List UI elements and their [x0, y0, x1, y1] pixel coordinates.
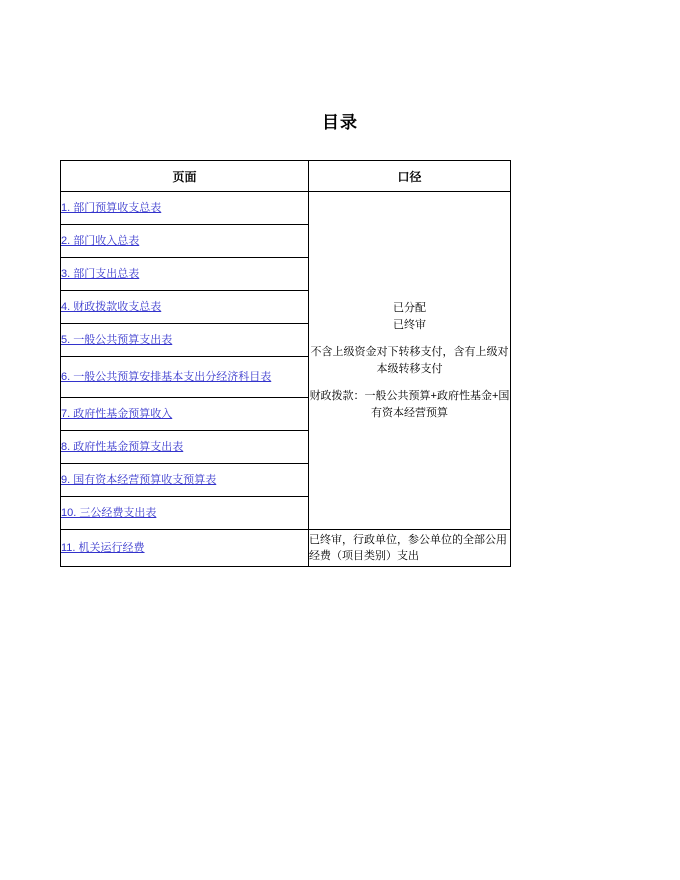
table-row — [61, 192, 511, 225]
scope-note-line-3: 不含上级资金对下转移支付，含有上级对本级转移支付 — [310, 345, 509, 375]
toc-link[interactable]: 4. 财政拨款收支总表 — [61, 300, 162, 313]
table-header-row — [61, 161, 511, 192]
toc-link[interactable]: 3. 部门支出总表 — [61, 267, 140, 280]
scope-note-line-2: 已终审 — [393, 318, 426, 331]
toc-link[interactable]: 7. 政府性基金预算收入 — [61, 407, 173, 420]
scope-note-spacer-2 — [309, 378, 510, 388]
toc-entry-3[interactable] — [61, 258, 309, 291]
toc-table — [60, 160, 511, 567]
column-header-scope: 口径 — [309, 161, 511, 192]
page-title: 目录 — [322, 113, 358, 132]
toc-entry-8[interactable] — [61, 431, 309, 464]
toc-entry-9[interactable] — [61, 464, 309, 497]
toc-entry-11[interactable] — [61, 530, 309, 567]
toc-entry-10[interactable] — [61, 497, 309, 530]
toc-entry-5[interactable] — [61, 324, 309, 357]
toc-link[interactable]: 5. 一般公共预算支出表 — [61, 333, 173, 346]
toc-entry-2[interactable] — [61, 225, 309, 258]
toc-link[interactable]: 9. 国有资本经营预算收支预算表 — [61, 473, 217, 486]
column-header-page: 页面 — [61, 161, 309, 192]
scope-note-main — [309, 192, 511, 530]
scope-note-line-4: 财政拨款：一般公共预算+政府性基金+国有资本经营预算 — [309, 389, 510, 419]
toc-link[interactable]: 6. 一般公共预算安排基本支出分经济科目表 — [61, 370, 272, 383]
scope-note-last: 已终审，行政单位，参公单位的全部公用经费（项目类别）支出 — [309, 530, 511, 567]
toc-link[interactable]: 2. 部门收入总表 — [61, 234, 140, 247]
table-row — [61, 530, 511, 567]
toc-link[interactable]: 10. 三公经费支出表 — [61, 506, 157, 519]
toc-entry-1[interactable] — [61, 192, 309, 225]
scope-note-spacer-1 — [309, 334, 510, 344]
toc-link[interactable]: 1. 部门预算收支总表 — [61, 201, 162, 214]
scope-note-line-1: 已分配 — [393, 301, 426, 314]
toc-entry-7[interactable] — [61, 398, 309, 431]
toc-entry-4[interactable] — [61, 291, 309, 324]
toc-link[interactable]: 11. 机关运行经费 — [61, 541, 145, 554]
toc-link[interactable]: 8. 政府性基金预算支出表 — [61, 440, 184, 453]
toc-entry-6[interactable] — [61, 357, 309, 398]
